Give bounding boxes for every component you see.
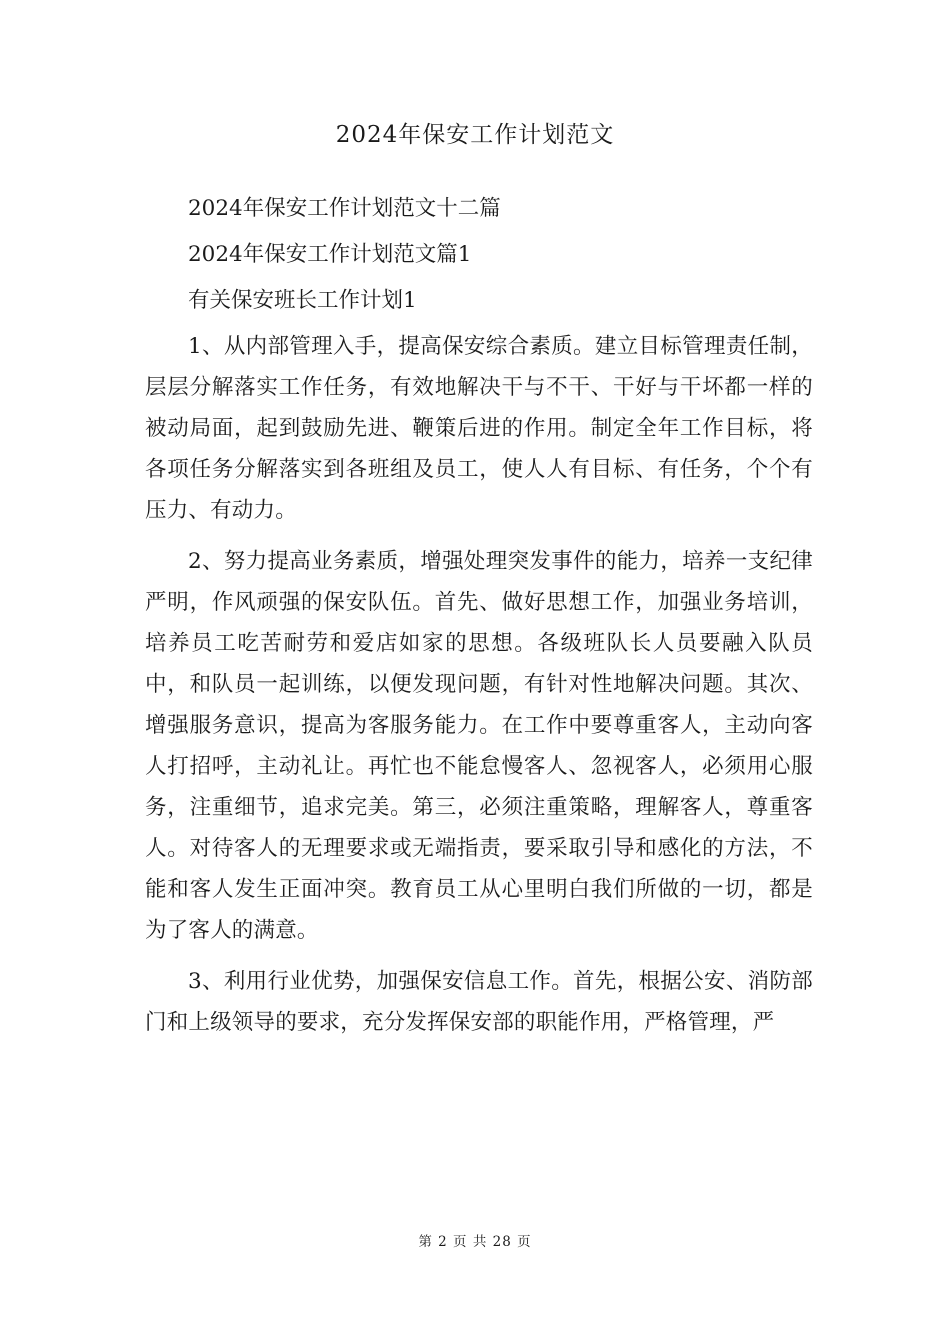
paragraph: 3、利用行业优势，加强保安信息工作。首先，根据公安、消防部门和上级领导的要求，充分发挥保安部的职能作用，严格管理，严: [145, 969, 813, 1035]
paragraph: 1、从内部管理入手，提高保安综合素质。建立目标管理责任制，层层分解落实工作任务，有效地解决干与不干、干好与干坏都一样的被动局面，起到鼓励先进、鞭策后进的作用。制定全年工作目标，将各项任务分解落实到各班组及员工，使人人有目标、有任务，个个有压力、有动力。: [145, 334, 813, 523]
section-heading: 2024年保安工作计划范文十二篇: [188, 196, 501, 221]
paragraph: 2、努力提高业务素质，增强处理突发事件的能力，培养一支纪律严明，作风顽强的保安队伍。首先、做好思想工作，加强业务培训，培养员工吃苦耐劳和爱店如家的思想。各级班队长人员要融入队员中，和队员一起训练，以便发现问题，有针对性地解决问题。其次、增强服务意识，提高为客服务能力。在工作中要尊重客人，主动向客人打招呼，主动礼让。再忙也不能怠慢客人、忽视客人，必须用心服务，注重细节，追求完美。第三，必须注重策略，理解客人，尊重客人。对待客人的无理要求或无端指责，要采取引导和感化的方法，不能和客人发生正面冲突。教育员工从心里明白我们所做的一切，都是为了客人的满意。: [145, 549, 813, 943]
page-number-footer: 第 2 页 共 28 页: [418, 1234, 532, 1250]
document-title: 2024年保安工作计划范文: [335, 122, 615, 148]
document-body: [145, 188, 813, 1053]
section-heading: 2024年保安工作计划范文篇1: [188, 242, 472, 267]
section-heading: 有关保安班长工作计划1: [188, 288, 417, 313]
